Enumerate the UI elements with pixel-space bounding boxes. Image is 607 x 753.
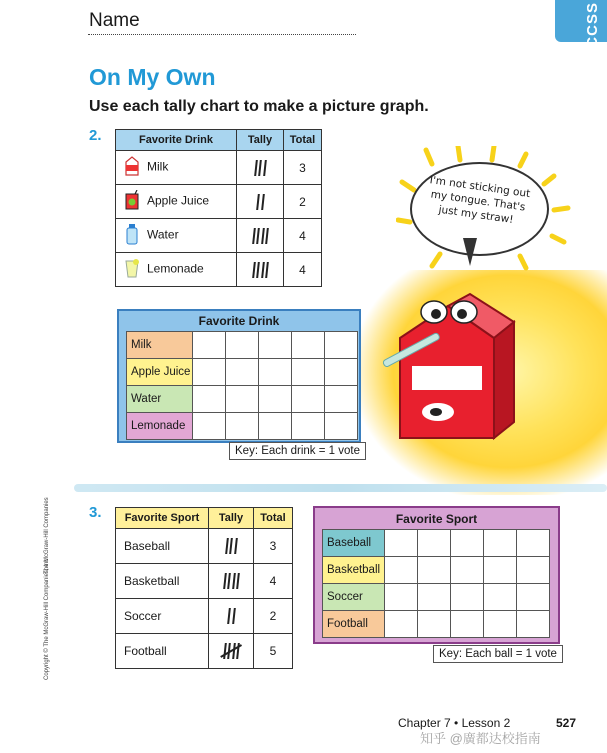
chapter-lesson: Chapter 7 • Lesson 2 [398, 716, 511, 730]
table-row [116, 151, 322, 185]
problem-3-number: 3. [89, 504, 102, 521]
header-total: Total [284, 130, 322, 151]
table-row [116, 634, 293, 669]
name-label: Name [89, 10, 140, 31]
sport-label: Baseball [116, 529, 209, 564]
page-number: 527 [556, 716, 577, 730]
total-value: 2 [284, 185, 322, 219]
lemonade-glass-icon [124, 258, 140, 281]
graph-row-label: Apple Juice [127, 359, 193, 386]
sport-label: Basketball [116, 564, 209, 599]
section-divider [74, 484, 607, 492]
graph-row-label: Basketball [323, 557, 385, 584]
section-title: On My Own [89, 64, 216, 90]
drink-label: Milk [147, 159, 169, 174]
graph-row-label: Lemonade [127, 413, 193, 440]
header-favorite-drink: Favorite Drink [116, 130, 237, 151]
drink-label: Lemonade [147, 261, 204, 276]
table-row [116, 564, 293, 599]
header-tally: Tally [237, 130, 284, 151]
total-value: 3 [284, 151, 322, 185]
header-tally: Tally [209, 508, 254, 529]
drink-graph-key: Key: Each drink = 1 vote [229, 442, 366, 460]
speech-bubble-text: I'm not sticking out my tongue. That's just my straw! [428, 174, 531, 227]
sport-graph-title: Favorite Sport [395, 512, 478, 526]
tally-marks [209, 634, 254, 669]
sport-picture-graph [313, 506, 560, 644]
tally-marks [209, 564, 254, 599]
water-bottle-icon [124, 223, 140, 248]
total-value: 4 [284, 253, 322, 287]
milk-carton-mascot-icon [378, 288, 520, 450]
drink-label: Water [147, 227, 179, 242]
juice-box-icon [124, 190, 140, 213]
sport-graph-key: Key: Each ball = 1 vote [433, 645, 563, 663]
speech-bubble-tail [463, 238, 477, 266]
copyright-text: Copyright © The McGraw-Hill Companies, Inc. [44, 556, 50, 680]
sport-tally-table [115, 507, 293, 669]
total-value: 2 [254, 599, 293, 634]
tally-marks [209, 599, 254, 634]
watermark-text: 知乎 @廣都达校指南 [420, 731, 541, 746]
graph-row-label: Soccer [323, 584, 385, 611]
header-favorite-sport: Favorite Sport [116, 508, 209, 529]
sport-graph-grid [322, 529, 550, 638]
graph-row-label: Football [323, 611, 385, 638]
ccss-tab: CCSS [555, 0, 607, 42]
tally-marks [237, 253, 284, 287]
sport-label: Football [116, 634, 209, 669]
graph-row-label: Water [127, 386, 193, 413]
tally-marks [237, 219, 284, 253]
table-row [116, 529, 293, 564]
graph-row-label: Baseball [323, 530, 385, 557]
tally-marks [237, 185, 284, 219]
drink-graph-grid [126, 331, 358, 440]
total-value: 4 [254, 564, 293, 599]
table-row [116, 219, 322, 253]
table-row [116, 253, 322, 287]
instructions: Use each tally chart to make a picture graph. [89, 98, 429, 115]
table-row [116, 185, 322, 219]
drink-label: Apple Juice [147, 193, 210, 208]
name-line [88, 34, 356, 35]
drink-graph-title: Favorite Drink [198, 314, 280, 328]
table-row [116, 599, 293, 634]
header-total: Total [254, 508, 293, 529]
milk-carton-icon [124, 156, 140, 179]
drink-picture-graph [117, 309, 361, 443]
tally-marks [209, 529, 254, 564]
tally-marks [237, 151, 284, 185]
sport-label: Soccer [116, 599, 209, 634]
total-value: 5 [254, 634, 293, 669]
drink-tally-table [115, 129, 322, 287]
total-value: 3 [254, 529, 293, 564]
total-value: 4 [284, 219, 322, 253]
problem-2-number: 2. [89, 127, 102, 144]
publisher-text: The McGraw-Hill Companies [44, 497, 50, 574]
graph-row-label: Milk [127, 332, 193, 359]
